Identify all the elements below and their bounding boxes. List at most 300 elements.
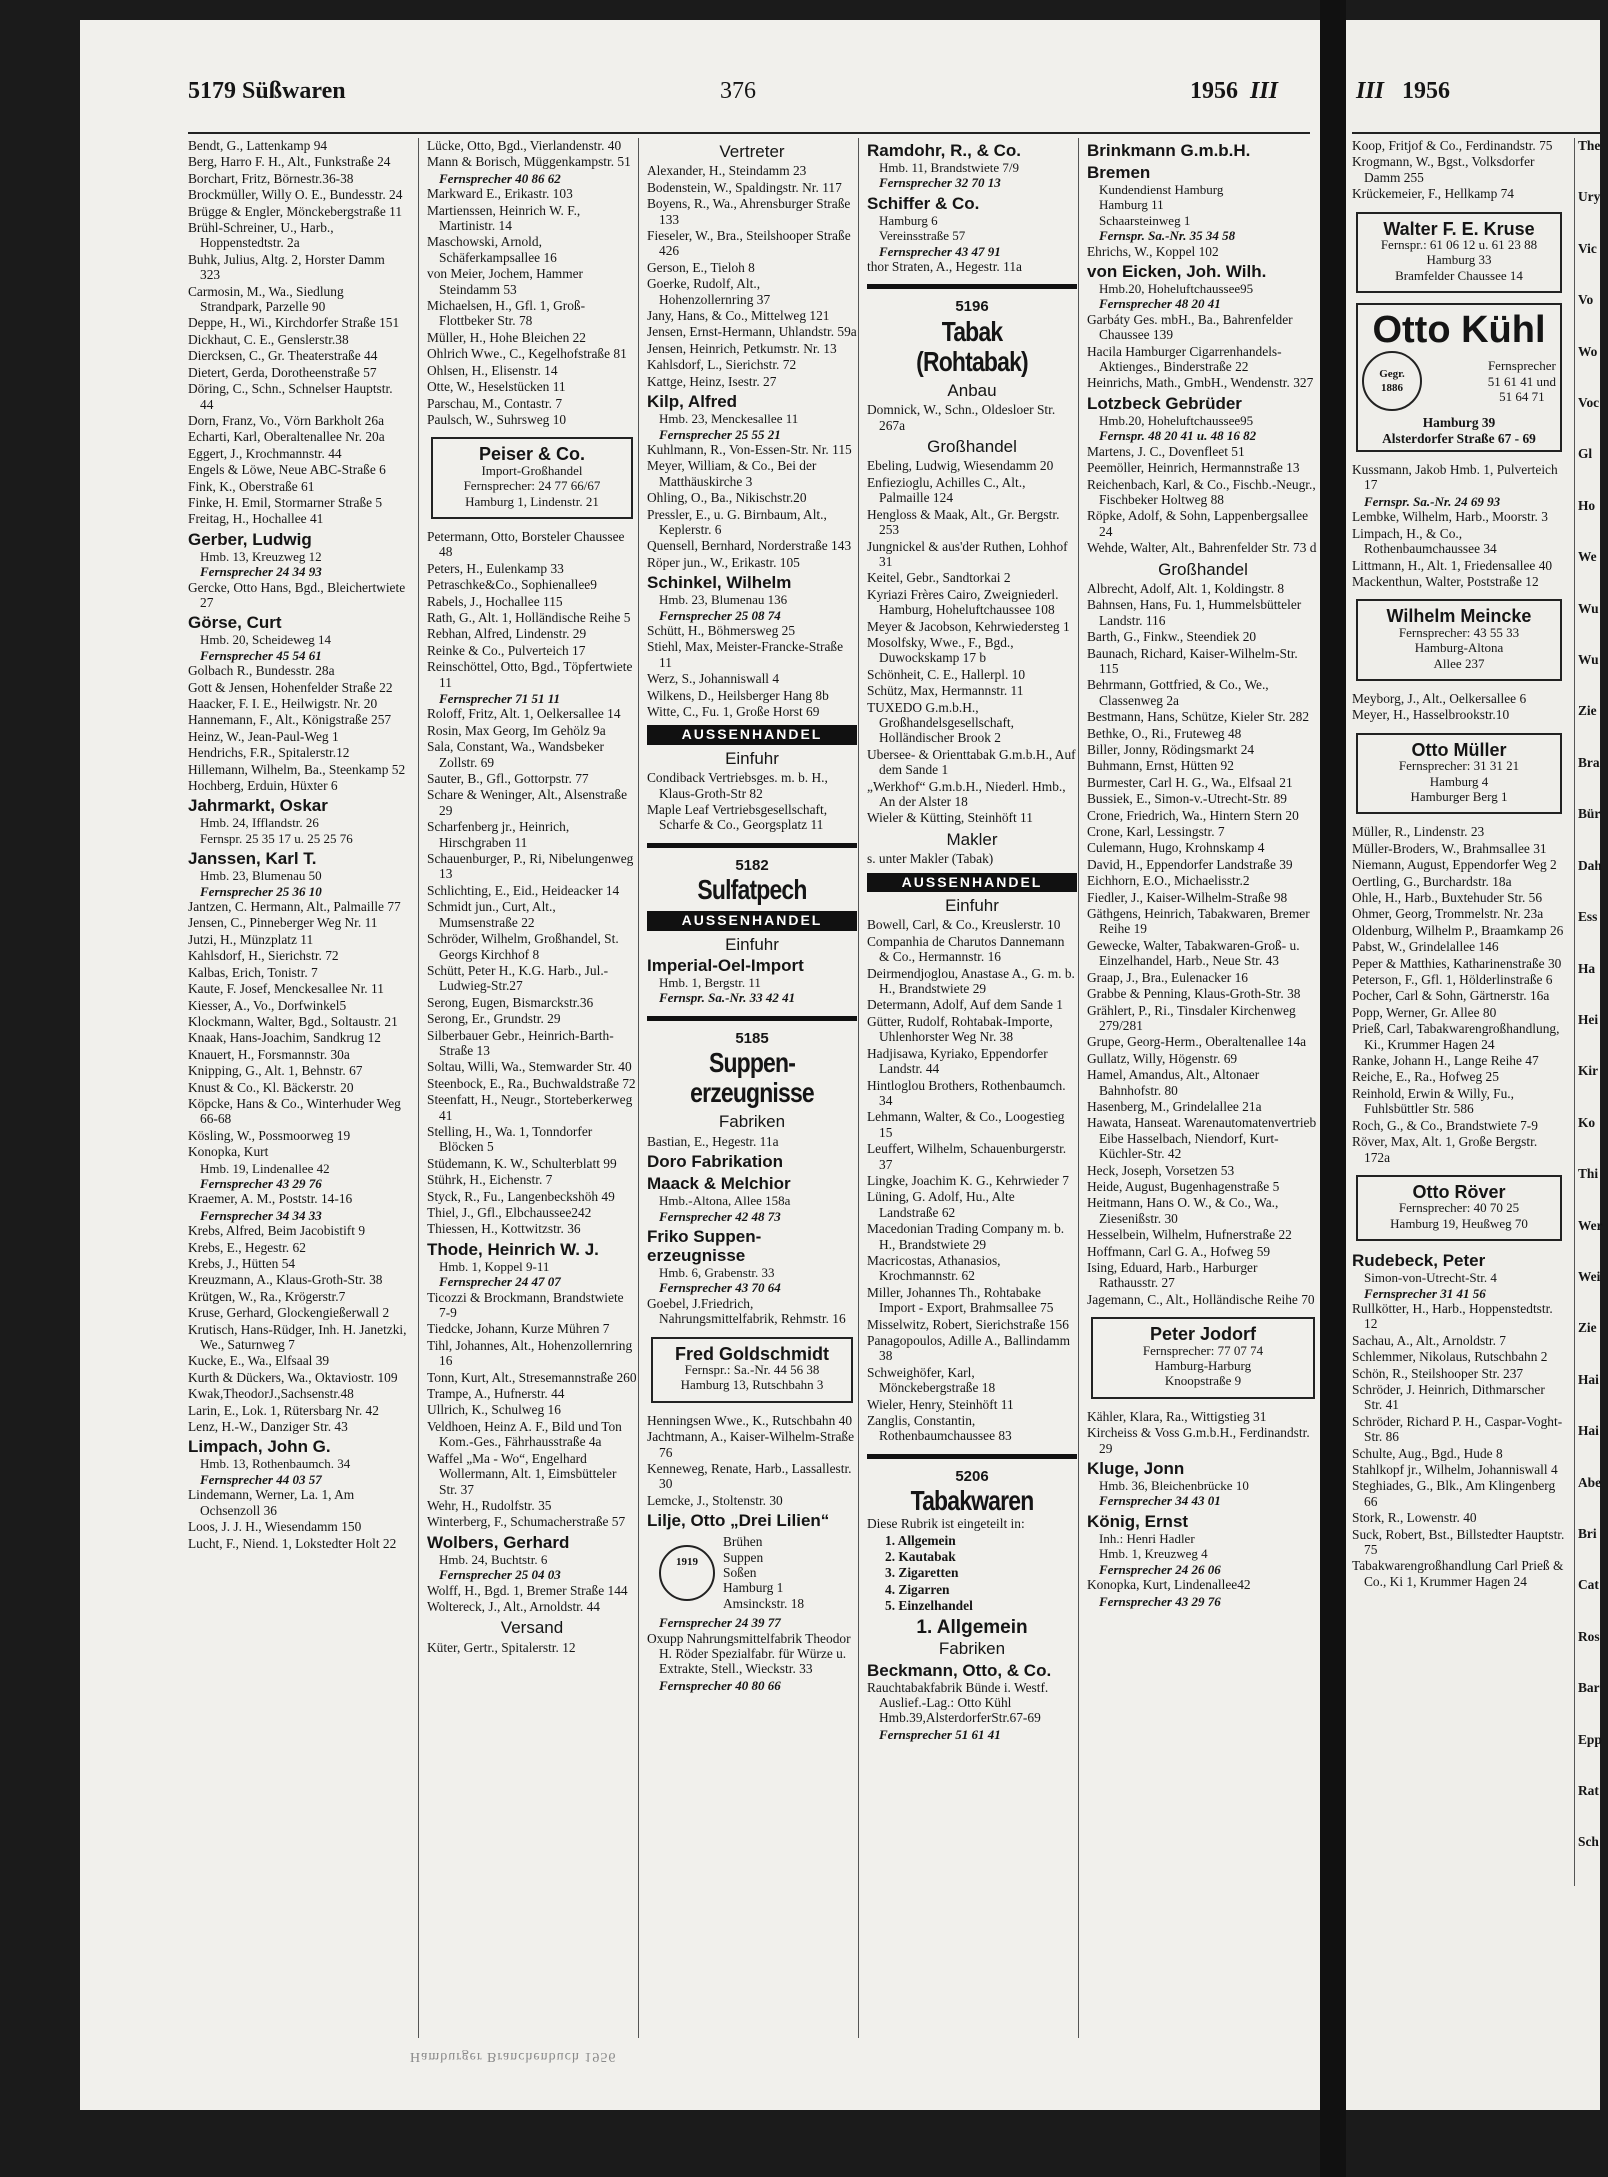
phone-number: Fernsprecher 24 34 93 [200, 564, 322, 580]
listing-entry: Serong, Er., Grundstr. 29 [427, 1011, 561, 1027]
listing-entry: Hamel, Amandus, Alt., Altonaer Bahnhofstr. 80 [1087, 1067, 1260, 1098]
listing-address: Kundendienst Hamburg [1099, 182, 1224, 197]
listing-entry: Hasenberg, M., Grindelallee 21a [1087, 1098, 1262, 1114]
phone-number: Fernsprecher 34 34 33 [200, 1207, 322, 1223]
listing-entry: Schröder, Wilhelm, Großhandel, St. Georgs Kirchhof 8 [427, 931, 619, 962]
listing-entry: Pocher, Carl & Sohn, Gärtnerstr. 16a [1352, 988, 1550, 1004]
listing-entry: Freitag, H., Hochallee 41 [188, 511, 324, 527]
listing-entry: Eichhorn, E.O., Michaelisstr.2 [1087, 873, 1250, 889]
listing-entry: s. unter Makler (Tabak) [867, 851, 994, 867]
edge-fragment: Bür [1578, 806, 1601, 822]
bold-listing: Imperial-Oel-Import [647, 956, 804, 976]
ad-line: Fernspr.: 61 06 12 u. 61 23 88 [1380, 237, 1538, 253]
edge-fragment: Dah [1578, 857, 1602, 873]
ad-line: Fernsprecher: 24 77 66/67 [463, 478, 601, 494]
listing-address: Hmb. 1, Bergstr. 11 [659, 975, 761, 991]
listing-entry: Ohling, O., Ba., Nikischstr.20 [647, 490, 807, 506]
bold-listing: von Eicken, Joh. Wilh. [1087, 262, 1267, 282]
listing-entry: Tonn, Kurt, Alt., Stresemannstraße 260 [427, 1369, 637, 1385]
listing-entry: Krebs, E., Hegestr. 62 [188, 1239, 306, 1255]
listing-entry: Kaute, F. Josef, Menckesallee Nr. 11 [188, 981, 384, 997]
edge-fragment: We [1578, 549, 1597, 565]
listing-entry: Köpcke, Hans & Co., Winterhuder Weg 66-68 [188, 1095, 401, 1127]
edge-fragment: Epp [1578, 1731, 1602, 1747]
edge-fragment: Bri [1578, 1525, 1597, 1541]
listing-entry: Gäthgens, Heinrich, Tabakwaren, Bremer Reihe 19 [1087, 906, 1310, 937]
bold-listing: Kilp, Alfred [647, 392, 738, 412]
bold-listing: Jahrmarkt, Oskar [188, 796, 328, 816]
founded-seal: Gegr. 1886 [1362, 351, 1422, 411]
listing-entry: Grählert, P., Ri., Tinsdaler Kirchenweg 279/281 [1087, 1002, 1296, 1033]
listing-entry: Hochberg, Erduin, Hüxter 6 [188, 778, 338, 794]
listing-entry: Maschowski, Arnold, Schäferkampsallee 16 [427, 234, 557, 265]
listing-entry: Heinz, W., Jean-Paul-Weg 1 [188, 728, 339, 744]
listing-entry: Diese Rubrik ist eingeteilt in: [867, 1516, 1025, 1532]
listing-entry: Reichenbach, Karl, & Co., Fischb.-Neugr., Fischbeker Holtweg 88 [1087, 476, 1316, 507]
listing-entry: Serong, Eugen, Bismarckstr.36 [427, 994, 594, 1010]
edge-fragment: Cat [1578, 1577, 1599, 1593]
listing-entry: Stork, R., Lowenstr. 40 [1352, 1510, 1477, 1526]
edge-fragment: Wu [1578, 652, 1599, 668]
listing-entry: David, H., Eppendorfer Landstraße 39 [1087, 856, 1293, 872]
bold-listing: Brinkmann G.m.b.H. [1087, 141, 1251, 160]
logo-line: Amsinckstr. 18 [723, 1595, 805, 1611]
category-title: Suppen-erzeugnisse [690, 1047, 814, 1109]
listing-address: Hamburg 11 [1099, 197, 1164, 213]
edge-fragment: Wu [1578, 600, 1599, 616]
phone-number: Fernsprecher 25 04 03 [439, 1567, 561, 1583]
listing-entry: Alexander, H., Steindamm 23 [647, 163, 807, 179]
listing-entry: Hoffmann, Carl G. A., Hofweg 59 [1087, 1243, 1271, 1259]
mirrored-footer-text: Hamburger Branchenbuch 1956 [410, 2049, 617, 2064]
listing-entry: Koop, Fritjof & Co., Ferdinandstr. 75 [1352, 138, 1553, 153]
edge-fragment: Ury [1578, 189, 1601, 205]
phone-number: Fernsprecher 25 08 74 [659, 607, 781, 623]
category-number: 5196 [955, 298, 989, 316]
rubric-list-item: 1. Allgemein [885, 1532, 956, 1548]
listing-entry: Meyer & Jacobson, Kehrwiedersteg 1 [867, 618, 1070, 634]
listing-entry: Engels & Löwe, Neue ABC-Straße 6 [188, 462, 386, 478]
category-title: Tabakwaren [910, 1485, 1034, 1517]
listing-entry: Rullkötter, H., Harb., Hoppenstedtstr. 12 [1352, 1300, 1553, 1332]
ad-line: Hamburg 4 [1429, 773, 1489, 789]
listing-entry: Stührk, H., Eichenstr. 7 [427, 1172, 553, 1188]
listing-entry: Gütter, Rudolf, Rohtabak-Importe, Uhlenhorster Weg Nr. 38 [867, 1013, 1053, 1045]
listing-entry: Silberbauer Gebr., Heinrich-Barth-Straße 13 [427, 1027, 614, 1058]
listing-address: Vereinsstraße 57 [879, 228, 966, 244]
listing-entry: Müller, R., Lindenstr. 23 [1352, 824, 1485, 840]
bold-listing: Ramdohr, R., & Co. [867, 141, 1021, 160]
bold-listing: Bremen [1087, 163, 1151, 182]
listing-entry: Schlichting, E., Eid., Heideacker 14 [427, 882, 620, 898]
listing-entry: Kucke, E., Wa., Elfsaal 39 [188, 1353, 330, 1369]
listing-entry: Oldenburg, Wilhelm P., Braamkamp 26 [1352, 922, 1564, 938]
listing-entry: Petermann, Otto, Borsteler Chaussee 48 [427, 528, 625, 560]
listing-entry: Domnick, W., Schn., Oldesloer Str. 267a [867, 402, 1056, 433]
listing-entry: TUXEDO G.m.b.H., Großhandelsgesellschaft, Holländischer Brook 2 [867, 699, 1014, 746]
listing-entry: Reiche, E., Ra., Hofweg 25 [1352, 1069, 1499, 1085]
subsection-heading: Makler [946, 829, 998, 849]
otto-kuehl-ad [1356, 303, 1562, 452]
logo-line: Soßen [723, 1565, 757, 1580]
bold-listing: Thode, Heinrich W. J. [427, 1239, 599, 1259]
bold-listing: Doro Fabrikation [647, 1152, 784, 1172]
listing-entry: Eggert, J., Krochmannstr. 44 [188, 445, 342, 461]
year-part [1190, 78, 1278, 105]
bold-listing: König, Ernst [1087, 1511, 1189, 1531]
rubric-list-item: 3. Zigaretten [885, 1565, 959, 1581]
listing-entry: Barth, G., Finkw., Steendiek 20 [1087, 629, 1257, 645]
listing-entry: „Werkhof“ G.m.b.H., Niederl. Hmb., An der Alster 18 [867, 778, 1066, 809]
listing-entry: Kussmann, Jakob Hmb. 1, Pulverteich 17 [1352, 462, 1558, 493]
listing-entry: Schütz, Max, Hermannstr. 11 [867, 683, 1024, 699]
listing-entry: Peemöller, Heinrich, Hermannstraße 13 [1087, 460, 1300, 476]
listing-entry: Loos, J. J. H., Wiesendamm 150 [188, 1519, 362, 1535]
listing-entry: Brühl-Schreiner, U., Harb., Hoppenstedtstr. 2a [188, 220, 334, 251]
listing-entry: Keitel, Gebr., Sandtorkai 2 [867, 570, 1011, 586]
listing-entry: Niemann, August, Eppendorfer Weg 2 [1352, 857, 1557, 873]
subsection-heading: Versand [500, 1618, 564, 1638]
edge-fragment: Abe [1578, 1474, 1602, 1490]
book-gutter [1320, 0, 1346, 2177]
listing-entry: Jagemann, C., Alt., Holländische Reihe 70 [1087, 1291, 1315, 1307]
bold-listing: Görse, Curt [188, 613, 282, 633]
listing-entry: thor Straten, A., Hegestr. 11a [867, 259, 1022, 275]
listing-entry: Kahlsdorf, H., Sierichstr. 72 [188, 948, 339, 964]
listing-entry: Enfiezioglu, Achilles C., Alt., Palmaille 124 [867, 474, 1026, 506]
listing-entry: Rauchtabakfabrik Bünde i. Westf. Auslief.-Lag.: Otto Kühl Hmb.39,AlsterdorferStr.67-69 [867, 1679, 1049, 1726]
lily-logo: 1919 [659, 1545, 715, 1601]
listing-entry: Wehde, Walter, Alt., Bahrenfelder Str. 73 d [1087, 540, 1317, 556]
listing-entry: Werz, S., Johanniswall 4 [647, 671, 780, 687]
phone-number: Fernsprecher 25 36 10 [200, 883, 322, 899]
listing-entry: Kalbas, Erich, Tonistr. 7 [188, 964, 318, 980]
ad-line: Alsterdorfer Straße 67 - 69 [1382, 430, 1536, 446]
listing-entry: Jany, Hans, & Co., Mittelweg 121 [647, 308, 830, 324]
bold-listing: Janssen, Karl T. [188, 849, 317, 869]
listing-entry: Roloff, Fritz, Alt. 1, Oelkersallee 14 [427, 706, 621, 722]
ad-line: Hamburg 1, Lindenstr. 21 [465, 493, 599, 509]
edge-fragment: Rat [1578, 1783, 1599, 1798]
listing-entry: Parschau, M., Contastr. 7 [427, 395, 563, 411]
listing-entry: Meyer, William, & Co., Bei der Matthäuskirche 3 [647, 458, 817, 489]
column-2 [418, 138, 637, 2038]
listing-entry: Schauenburger, P., Ri, Nibelungenweg 13 [427, 851, 634, 882]
listing-entry: Hadjisawa, Kyriako, Eppendorfer Landstr. 44 [867, 1045, 1048, 1077]
listing-entry: Kuhlmann, R., Von-Essen-Str. Nr. 115 [647, 441, 852, 457]
listing-entry: Schütt, H., Böhmersweg 25 [647, 622, 796, 638]
listing-entry: Kwak,TheodorJ.,Sachsenstr.48 [188, 1386, 354, 1402]
listing-entry: Hintloglou Brothers, Rothenbaumch. 34 [867, 1077, 1066, 1108]
facing-page [1346, 20, 1603, 2110]
listing-address: Hmb.20, Hoheluftchaussee95 [1099, 412, 1254, 428]
listing-entry: Sauter, B., Gfl., Gottorpstr. 77 [427, 771, 589, 787]
listing-entry: Rebhan, Alfred, Lindenstr. 29 [427, 626, 587, 642]
listing-entry: Condiback Vertriebsges. m. b. H., Klaus-Groth-Str 82 [647, 770, 828, 801]
listing-entry: Garbáty Ges. mbH., Ba., Bahrenfelder Chaussee 139 [1087, 311, 1293, 343]
listing-entry: Lucht, F., Niend. 1, Lokstedter Holt 22 [188, 1535, 397, 1551]
listing-entry: Kurth & Dückers, Wa., Oktaviostr. 109 [188, 1369, 398, 1385]
listing-entry: von Meier, Jochem, Hammer Steindamm 53 [427, 266, 584, 297]
listing-entry: Müller-Broders, W., Brahmsallee 31 [1352, 840, 1547, 856]
listing-entry: Schweighöfer, Karl, Mönckebergstraße 18 [867, 1364, 996, 1396]
listing-entry: Lüning, G. Adolf, Hu., Alte Landstraße 62 [867, 1189, 1015, 1220]
listing-entry: Hendrichs, F.R., Spitalerstr.12 [188, 745, 350, 761]
listing-entry: Döring, C., Schn., Schnelser Hauptstr. 44 [188, 381, 393, 412]
listing-entry: Dorn, Franz, Vo., Vörn Barkholt 26a [188, 412, 385, 428]
ad-line: Fernspr.: Sa.-Nr. 44 56 38 [684, 1361, 820, 1377]
listing-entry: Knipping, G., Alt. 1, Behnstr. 67 [188, 1063, 363, 1079]
listing-entry: Jachtmann, A., Kaiser-Wilhelm-Straße 76 [647, 1429, 855, 1460]
listing-entry: Jensen, Heinrich, Petkumstr. Nr. 13 [647, 340, 837, 356]
listing-entry: Macricostas, Athanasios, Krochmannstr. 62 [867, 1252, 1001, 1284]
facing-header [1356, 78, 1450, 105]
listing-address: Fernspr. 25 35 17 u. 25 25 76 [200, 830, 353, 846]
phone-number: Fernspr. 48 20 41 u. 48 16 82 [1099, 428, 1257, 444]
subsection-heading: Vertreter [719, 142, 785, 161]
listing-entry: Röper jun., W., Erikastr. 105 [647, 554, 800, 570]
listing-entry: Golbach R., Bundesstr. 28a [188, 663, 335, 679]
subsection-heading: Fabriken [718, 1112, 786, 1132]
listing-address: Hmb. 6, Grabenstr. 33 [659, 1264, 775, 1280]
listing-entry: Miller, Johannes Th., Rohtabake Import - Export, Brahmsallee 75 [867, 1284, 1054, 1316]
listing-entry: Kraemer, A. M., Poststr. 14-16 [188, 1191, 353, 1207]
listing-entry: Wehr, H., Rudolfstr. 35 [427, 1497, 552, 1513]
section-divider [867, 1454, 1077, 1459]
listing-entry: Peterson, F., Gfl. 1, Hölderlinstraße 6 [1352, 972, 1553, 988]
listing-entry: Brockmüller, Willy O. E., Bundesstr. 24 [188, 187, 403, 203]
bold-listing: Kluge, Jonn [1087, 1459, 1185, 1479]
listing-entry: Mackenthun, Walter, Poststraße 12 [1352, 573, 1539, 589]
edge-fragment: Zie [1578, 703, 1597, 719]
advertisement-box [431, 437, 633, 519]
phone-number: Fernsprecher 31 41 56 [1364, 1285, 1486, 1301]
listing-entry: Heinrichs, Math., GmbH., Wendenstr. 327 [1087, 375, 1314, 391]
ad-title: Peter Jodorf [1149, 1324, 1257, 1345]
facing-edge-column [1574, 138, 1608, 1886]
bold-listing: Limpach, John G. [188, 1437, 331, 1457]
logo-text [723, 1534, 804, 1611]
listing-entry: Pabst, W., Grindelallee 146 [1352, 939, 1499, 955]
listing-address: Inh.: Henri Hadler [1099, 1530, 1195, 1546]
listing-entry: Graap, J., Bra., Eulenacker 16 [1087, 969, 1248, 985]
listing-entry: Popp, Werner, Gr. Allee 80 [1352, 1004, 1497, 1020]
listing-entry: Bendt, G., Lattenkamp 94 [188, 138, 328, 153]
listing-address: Hmb. 1, Kreuzweg 4 [1099, 1546, 1208, 1562]
edge-fragment: Ess [1578, 909, 1598, 925]
listing-address: Hmb. 24, Buchtstr. 6 [439, 1551, 548, 1567]
listing-entry: Mosolfsky, Wwe., F., Bgd., Duwockskamp 17 b [867, 634, 1014, 666]
listing-entry: Buhmann, Ernst, Hütten 92 [1087, 758, 1234, 774]
phone-number: Fernsprecher 24 39 77 [659, 1615, 781, 1631]
listing-entry: Ullrich, K., Schulweg 16 [427, 1402, 561, 1418]
logo-line: Hamburg 1 [723, 1580, 784, 1596]
edge-fragment: Bra [1578, 754, 1600, 770]
ad-line: 51 61 41 und [1487, 373, 1556, 389]
listing-entry: Buhk, Julius, Altg. 2, Horster Damm 323 [188, 251, 385, 283]
listing-entry: Kreuzmann, A., Klaus-Groth-Str. 38 [188, 1272, 383, 1288]
listing-entry: Rath, G., Alt. 1, Holländische Reihe 5 [427, 609, 631, 625]
section-divider [647, 843, 857, 848]
listing-entry: Albrecht, Adolf, Alt. 1, Koldingstr. 8 [1087, 580, 1285, 596]
listing-entry: Companhia de Charutos Dannemann & Co., Hermannstr. 16 [867, 933, 1065, 965]
listing-entry: Heide, August, Bugenhagenstraße 5 [1087, 1178, 1280, 1194]
edge-fragment: Ko [1578, 1114, 1596, 1130]
listing-entry: Steenbock, E., Ra., Buchwaldstraße 72 [427, 1075, 636, 1091]
edge-fragment: Hei [1578, 1011, 1599, 1027]
listing-entry: Schütt, Peter H., K.G. Harb., Jul.-Ludwieg-Str.27 [427, 962, 609, 994]
part: III [1250, 78, 1279, 104]
facing-rule [1352, 132, 1600, 134]
listing-entry: Misselwitz, Robert, Sierichstraße 156 [867, 1316, 1069, 1332]
page-number: 376 [720, 78, 756, 104]
listing-entry: Quensell, Bernhard, Norderstraße 143 [647, 538, 852, 554]
listing-entry: Ohmer, Georg, Trommelstr. Nr. 23a [1352, 906, 1544, 922]
listing-address: Hmb.-Altona, Allee 158a [659, 1193, 791, 1209]
ad-line: Fernsprecher: 31 31 21 [1398, 758, 1520, 774]
bold-listing: Gerber, Ludwig [188, 529, 312, 549]
listing-entry: Schulte, Aug., Bgd., Hude 8 [1352, 1445, 1503, 1461]
listing-entry: Wolff, H., Bgd. 1, Bremer Straße 144 [427, 1582, 628, 1598]
phone-number: Fernsprecher 45 54 61 [200, 647, 322, 663]
listing-entry: Reinhold, Erwin & Willy, Fu., Fuhlsbüttler Str. 586 [1352, 1085, 1515, 1117]
phone-number: Fernsprecher 42 48 73 [659, 1208, 781, 1224]
logo-line: Suppen [723, 1549, 764, 1565]
listing-entry: Stahlkopf jr., Wilhelm, Johanniswall 4 [1352, 1462, 1558, 1477]
listing-entry: Goerke, Rudolf, Alt., Hohenzollernring 37 [647, 276, 771, 307]
listing-entry: Knaak, Hans-Joachim, Sandkrug 12 [188, 1030, 382, 1046]
section-divider [647, 1016, 857, 1021]
listing-entry: Kruse, Gerhard, Glockengießerwall 2 [188, 1305, 390, 1321]
listing-entry: Larin, E., Lok. 1, Rütersbarg Nr. 42 [188, 1402, 379, 1418]
listing-entry: Jensen, C., Pinneberger Weg Nr. 11 [188, 915, 378, 931]
subsection-heading: Einfuhr [725, 934, 779, 954]
listing-entry: Röpke, Adolf, & Sohn, Lappenbergsallee 24 [1087, 508, 1309, 539]
listing-entry: Reinke & Co., Pulverteich 17 [427, 642, 586, 658]
listing-entry: Lücke, Otto, Bgd., Vierlandenstr. 40 [427, 138, 622, 153]
listing-entry: Lemcke, J., Stoltenstr. 30 [647, 1492, 783, 1508]
listing-entry: Hacila Hamburger Cigarrenhandels-Aktienges., Binderstraße 22 [1087, 343, 1282, 375]
edge-fragment: Ha [1578, 960, 1596, 976]
listing-entry: Bahnsen, Hans, Fu. 1, Hummelsbütteler Landstr. 116 [1087, 597, 1302, 628]
rubric-list-item: 4. Zigarren [885, 1581, 950, 1597]
listing-address: Hamburg 6 [879, 212, 938, 228]
listing-entry: Kircheiss & Voss G.m.b.H., Ferdinandstr. 29 [1087, 1425, 1310, 1456]
footer-strip [80, 2038, 1320, 2098]
phone-number: Fernsprecher 40 86 62 [439, 170, 561, 186]
listing-entry: Thiel, J., Gfl., Elbchaussee242 [427, 1205, 592, 1220]
listing-entry: Mann & Borisch, Müggenkampstr. 51 [427, 154, 631, 170]
listing-entry: Woltereck, J., Alt., Arnoldstr. 44 [427, 1598, 600, 1614]
listing-entry: Ohlsen, H., Elisenstr. 14 [427, 362, 558, 378]
listing-entry: Soltau, Willi, Wa., Stemwarder Str. 40 [427, 1059, 632, 1075]
subsection-heading: Großhandel [927, 437, 1017, 457]
listing-entry: Martienssen, Heinrich W. F., Martinistr. 14 [427, 202, 581, 234]
rubric-list-item: 5. Einzelhandel [885, 1598, 973, 1614]
listing-entry: Deppe, H., Wi., Kirchdorfer Straße 151 [188, 315, 400, 331]
listing-entry: Kähler, Klara, Ra., Wittigstieg 31 [1087, 1408, 1267, 1424]
listing-entry: Hengloss & Maak, Alt., Gr. Bergstr. 253 [867, 506, 1060, 538]
listing-entry: Stüdemann, K. W., Schulterblatt 99 [427, 1155, 617, 1171]
category-number: 5182 [735, 856, 769, 874]
listing-entry: Ohle, H., Harb., Buxtehuder Str. 56 [1352, 890, 1543, 905]
listing-entry: Ubersee- & Orienttabak G.m.b.H., Auf dem Sande 1 [867, 746, 1076, 778]
listing-entry: Lehmann, Walter, & Co., Loogestieg 15 [867, 1109, 1065, 1140]
phone-number: Fernsprecher 43 70 64 [659, 1280, 781, 1296]
listing-entry: Tabakwarengroßhandlung Carl Prieß & Co., Ki 1, Krummer Hagen 24 [1352, 1558, 1564, 1589]
listing-entry: Schmidt jun., Curt, Alt., Mumsenstraße 22 [427, 899, 556, 930]
listing-entry: Ticozzi & Brockmann, Brandstwiete 7-9 [427, 1289, 624, 1321]
listing-entry: Tihl, Johannes, Alt., Hohenzollernring 16 [427, 1337, 633, 1369]
listing-entry: Kösling, W., Possmoorweg 19 [188, 1127, 351, 1143]
ad-line: Bramfelder Chaussee 14 [1395, 267, 1523, 283]
listing-address: Hmb. 1, Koppel 9-11 [439, 1258, 550, 1274]
listing-entry: Haacker, F. I. E., Heilwigstr. Nr. 20 [188, 696, 378, 711]
listing-entry: Jensen, Ernst-Hermann, Uhlandstr. 59a [647, 324, 857, 340]
phone-number: Fernsprecher 48 20 41 [1099, 296, 1221, 312]
listing-entry: Oertling, G., Burchardstr. 18a [1352, 873, 1512, 889]
listing-entry: Schönheit, C. E., Hallerpl. 10 [867, 666, 1026, 682]
listing-entry: Gerson, E., Tieloh 8 [647, 259, 755, 275]
listing-entry: Ohlrich Wwe., C., Kegelhofstraße 81 [427, 346, 627, 362]
listing-entry: Krutisch, Hans-Rüdger, Inh. H. Janetzki, We., Saturnweg 7 [188, 1321, 407, 1353]
listing-entry: Baunach, Richard, Kaiser-Wilhelm-Str. 115 [1087, 645, 1298, 676]
listing-entry: Bussiek, E., Simon-v.-Utrecht-Str. 89 [1087, 791, 1287, 807]
edge-fragment: Wo [1578, 343, 1598, 359]
trade-banner: AUSSENHANDEL [647, 911, 857, 930]
bold-listing: Schiffer & Co. [867, 193, 980, 213]
listing-entry: Gewecke, Walter, Tabakwaren-Groß- u. Einzelhandel, Harb., Neue Str. 43 [1087, 937, 1300, 969]
column-3 [638, 138, 857, 2038]
listing-entry: Konopka, Kurt, Lindenallee42 [1087, 1577, 1251, 1593]
edge-fragment: Ros [1578, 1628, 1600, 1644]
subsection-heading: Fabriken [938, 1639, 1006, 1659]
listing-entry: Jutzi, H., Münzplatz 11 [188, 931, 314, 947]
listing-address: Hmb. 23, Blumenau 136 [659, 592, 788, 608]
subsection-heading: Anbau [947, 380, 997, 400]
listing-entry: Kattge, Heinz, Isestr. 27 [647, 373, 777, 389]
listing-address: Hmb. 11, Brandstwiete 7/9 [879, 160, 1019, 175]
listing-entry: Kyriazi Frères Cairo, Zweigniederl. Hamburg, Hoheluftchaussee 108 [867, 586, 1059, 618]
advertisement-box [1091, 1317, 1315, 1399]
phone-number: Fernsprecher 43 47 91 [879, 243, 1001, 259]
listing-entry: Hesselbein, Wilhelm, Hufnerstraße 22 [1087, 1227, 1292, 1243]
listing-entry: Schlemmer, Nikolaus, Rutschbahn 2 [1352, 1349, 1548, 1365]
listing-entry: Rosin, Max Georg, Im Gehölz 9a [427, 722, 606, 738]
listing-entry: Sachau, A., Alt., Arnoldstr. 7 [1352, 1332, 1506, 1348]
edge-fragment: Thi [1578, 1166, 1599, 1182]
listing-entry: Schare & Weninger, Alt., Alsenstraße 29 [427, 787, 628, 818]
listing-entry: Steenfatt, H., Neugr., Storteberkerweg 41 [427, 1092, 633, 1123]
listing-entry: Gullatz, Willy, Högenstr. 69 [1087, 1050, 1238, 1066]
listing-address: Simon-von-Utrecht-Str. 4 [1364, 1270, 1497, 1286]
ad-line: Hamburger Berg 1 [1410, 788, 1508, 804]
listing-entry: Schröder, Richard P. H., Caspar-Voght-Str. 86 [1352, 1413, 1563, 1445]
category-number: 5185 [735, 1029, 769, 1047]
ad-title: Otto Müller [1411, 739, 1507, 760]
phone-number: Fernspr. Sa.-Nr. 35 34 58 [1099, 228, 1236, 244]
listing-entry: Scharfenberg jr., Heinrich, Hirschgraben 11 [427, 819, 570, 850]
subsection-heading: Einfuhr [945, 896, 999, 916]
column-5 [1078, 138, 1319, 2038]
listing-entry: Macedonian Trading Company m. b. H., Brandstwiete 29 [867, 1221, 1065, 1252]
listing-entry: Paulsch, W., Suhrsweg 10 [427, 411, 567, 427]
edge-fragment: The [1578, 138, 1601, 153]
listing-entry: Fink, K., Oberstraße 61 [188, 478, 315, 494]
bold-listing: Schinkel, Wilhelm [647, 573, 792, 593]
listing-entry: Gercke, Otto Hans, Bgd., Bleichertwiete 27 [188, 579, 406, 610]
ad-title: Otto Röver [1412, 1181, 1506, 1202]
